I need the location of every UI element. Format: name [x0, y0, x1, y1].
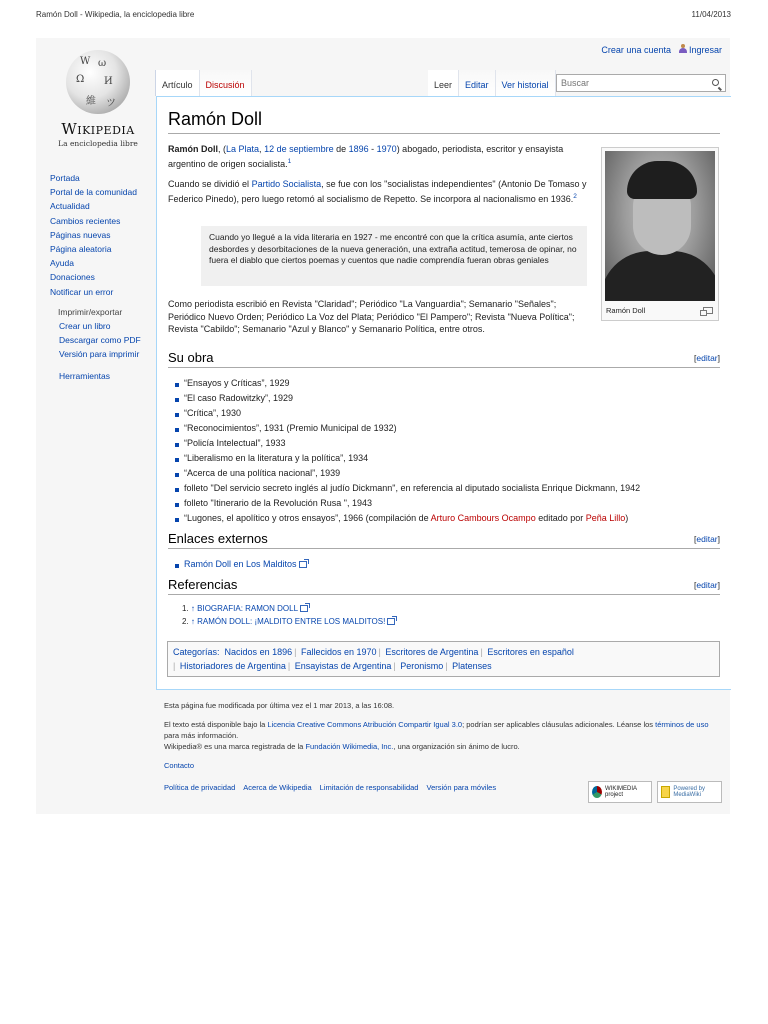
- login-group[interactable]: [679, 44, 722, 55]
- tab-leer[interactable]: Leer: [428, 70, 459, 96]
- socialism-paragraph: [168, 178, 588, 205]
- sidebar-tools-heading[interactable]: Herramientas: [59, 371, 111, 382]
- list-item: “Liberalismo en la literatura y la política”, 1934: [174, 451, 640, 466]
- text-fragment: ; podrían ser aplicables cláusulas adicionales. Léanse los: [462, 720, 656, 729]
- footer-license: [164, 720, 724, 741]
- list-item: folleto "Itinerario de la Revolución Rusa ", 1943: [174, 496, 640, 511]
- reference-backlink[interactable]: ↑: [190, 616, 195, 626]
- journalism-paragraph: Como periodista escribió en Revista "Claridad"; Periódico "La Vanguardia"; Semanario "Señales"; Periódico Nuevo Orden; Periódico La Voz del Plata; Periódico "El Pampero"; Revista "Nueva Política"; Revista "Cabildo"; Semanario "Azul y Blanco" y Semanario Política, entre otros.: [168, 299, 575, 334]
- footer-last-modified: Esta página fue modificada por última vez el 1 mar 2013, a las 16:08.: [164, 701, 395, 710]
- sidebar-navigation: [50, 171, 155, 299]
- text-fragment: de: [333, 144, 349, 154]
- references-list: [182, 603, 395, 628]
- print-header-title: Ramón Doll - Wikipedia, la enciclopedia libre: [36, 10, 195, 19]
- contact-link[interactable]: Contacto: [164, 761, 195, 770]
- tab-ver-historial[interactable]: Ver historial: [496, 70, 556, 96]
- list-item: [174, 511, 640, 526]
- infobox-caption: Ramón Doll: [606, 306, 646, 315]
- text-fragment: editado por: [535, 513, 586, 523]
- text-fragment: ,: [259, 144, 265, 154]
- text-fragment: , se fue con los "socialistas independientes" (Antonio De Tomaso y Federico Pinedo), pero luego retomó al socialismo de Repetto. Se incorpora al nacionalismo en 1936.: [168, 179, 587, 204]
- categories-label[interactable]: Categorías:: [173, 647, 220, 657]
- puzzle-globe-icon: W ω Ω И 維 ツ: [66, 50, 130, 114]
- edit-section: [editar]: [693, 534, 720, 544]
- works-list: [174, 376, 640, 526]
- sidebar-item-donaciones[interactable]: Donaciones: [50, 272, 95, 283]
- text-fragment: para más información.: [164, 730, 239, 740]
- sidebar-print-portlet: [50, 319, 155, 362]
- list-item: “Policía Intelectual”, 1933: [174, 436, 640, 451]
- tab-editar[interactable]: Editar: [459, 70, 496, 96]
- link-12-septiembre[interactable]: 12 de septiembre: [264, 144, 334, 154]
- login-link[interactable]: Ingresar: [688, 45, 722, 55]
- mediawiki-icon: [661, 786, 670, 798]
- link-la-plata[interactable]: La Plata: [226, 144, 260, 154]
- external-links-list: [174, 557, 307, 572]
- sidebar-item-crear-libro[interactable]: Crear un libro: [59, 320, 111, 331]
- sidebar-item-descargar-pdf[interactable]: Descargar como PDF: [59, 335, 141, 346]
- wikimedia-icon: [592, 786, 602, 798]
- section-title: Referencias: [168, 577, 238, 592]
- user-icon: [679, 44, 687, 53]
- category-link[interactable]: Fallecidos en 1970: [300, 647, 377, 657]
- view-tabs: [428, 70, 556, 96]
- text-fragment: -: [368, 144, 377, 154]
- infobox: [601, 147, 719, 321]
- mediawiki-badge[interactable]: [657, 781, 722, 803]
- category-link[interactable]: Escritores de Argentina: [385, 647, 479, 657]
- reference-link[interactable]: BIOGRAFIA: RAMON DOLL: [197, 604, 299, 613]
- reference-2-link[interactable]: 2: [573, 192, 577, 200]
- list-item: “Reconocimientos”, 1931 (Premio Municipal de 1932): [174, 421, 640, 436]
- reference-number: 2.: [182, 616, 189, 626]
- terms-link[interactable]: términos de uso: [655, 720, 709, 729]
- wikipedia-wordmark: Wikipedia: [61, 120, 135, 138]
- link-1970[interactable]: 1970: [376, 144, 397, 154]
- magnify-icon[interactable]: [703, 307, 713, 314]
- category-links: [167, 641, 720, 677]
- sidebar-print-heading[interactable]: Imprimir/exportar: [58, 306, 123, 317]
- category-link[interactable]: Ensayistas de Argentina: [294, 661, 392, 671]
- category-row: Categorías: Nacidos en 1896 | Fallecidos en 1970 | Escritores de Argentina | Escritores en español: [173, 647, 574, 657]
- sidebar: [50, 171, 155, 384]
- tab-discusion[interactable]: Discusión: [200, 70, 252, 96]
- personal-tools: [601, 44, 722, 55]
- search-icon[interactable]: [712, 79, 719, 86]
- text-fragment: , (: [218, 144, 227, 154]
- text-fragment: , una organización sin ánimo de lucro.: [393, 742, 520, 751]
- list-item: “Acerca de una política nacional”, 1939: [174, 466, 640, 481]
- category-row: | Historiadores de Argentina | Ensayistas de Argentina | Peronismo | Platenses: [173, 661, 492, 671]
- badge-text: WIKIMEDIA project: [605, 786, 637, 798]
- create-account-link[interactable]: Crear una cuenta: [601, 44, 671, 55]
- edit-section-link[interactable]: editar: [696, 534, 718, 544]
- sidebar-item-portada[interactable]: Portada: [50, 173, 80, 183]
- category-link[interactable]: Escritores en español: [487, 647, 574, 657]
- page-title: Ramón Doll: [168, 109, 720, 134]
- text-fragment: “Lugones, el apolítico y otros ensayos”, 1966 (compilación de: [184, 513, 431, 523]
- category-link[interactable]: Historiadores de Argentina: [179, 661, 286, 671]
- portrait-image[interactable]: [605, 151, 715, 301]
- footer-contact: [164, 761, 724, 772]
- wikimedia-foundation-link[interactable]: Fundación Wikimedia, Inc.: [305, 742, 394, 751]
- reference-item: [182, 616, 395, 629]
- reference-backlink[interactable]: ↑: [190, 604, 195, 613]
- license-link[interactable]: Licencia Creative Commons Atribución Compartir Igual 3.0: [267, 720, 463, 729]
- reference-link[interactable]: RAMÓN DOLL: ¡MALDITO ENTRE LOS MALDITOS!: [197, 616, 386, 626]
- intro-paragraph: [168, 143, 588, 170]
- sidebar-item-actualidad[interactable]: Actualidad: [50, 201, 90, 212]
- link-partido-socialista[interactable]: Partido Socialista: [251, 179, 322, 189]
- reference-1-link[interactable]: 1: [287, 157, 292, 165]
- subject-name: Ramón Doll: [168, 144, 219, 154]
- text-fragment: El texto está disponible bajo la: [164, 720, 268, 729]
- sidebar-item-cambios-recientes[interactable]: Cambios recientes: [50, 215, 121, 226]
- sidebar-item-version-imprimir[interactable]: Versión para imprimir: [59, 349, 140, 360]
- external-link-icon: [299, 561, 307, 568]
- category-link[interactable]: Platenses: [452, 661, 492, 671]
- category-link[interactable]: Nacidos en 1896: [224, 647, 293, 657]
- badge-text: Powered by MediaWiki: [673, 786, 706, 798]
- search-box: [556, 74, 726, 92]
- sidebar-item-notificar-error[interactable]: Notificar un error: [50, 286, 114, 297]
- edit-section-link[interactable]: editar: [696, 580, 718, 590]
- link-pena-lillo[interactable]: Peña Lillo: [585, 513, 626, 523]
- section-su-obra: [168, 350, 720, 368]
- reference-number: 1.: [182, 604, 189, 613]
- section-referencias: [168, 577, 720, 595]
- print-header-date: 11/04/2013: [691, 10, 731, 19]
- footer-trademark: [164, 742, 724, 753]
- sidebar-item-paginas-nuevas[interactable]: Páginas nuevas: [50, 229, 111, 240]
- external-link-los-malditos[interactable]: Ramón Doll en Los Malditos: [184, 559, 297, 569]
- tab-articulo[interactable]: Artículo: [156, 70, 200, 96]
- namespace-tabs: [155, 70, 252, 96]
- footer-links: [164, 783, 496, 792]
- text-fragment: Cuando se dividió el: [168, 179, 252, 189]
- list-item: “El caso Radowitzky”, 1929: [174, 391, 640, 406]
- search-input[interactable]: [557, 75, 707, 91]
- footer-link-limitacion[interactable]: Limitación de responsabilidad: [319, 783, 419, 792]
- list-item: “Crítica”, 1930: [174, 406, 640, 421]
- section-title: Su obra: [168, 350, 214, 365]
- list-item: folleto "Del servicio secreto inglés al judío Dickmann", en referencia al diputado socialista Enrique Dickmann, 1942: [174, 481, 640, 496]
- external-link-icon: [387, 618, 395, 625]
- wikipedia-logo[interactable]: [50, 50, 146, 148]
- edit-section-link[interactable]: editar: [696, 353, 718, 363]
- link-1896[interactable]: 1896: [348, 144, 369, 154]
- sidebar-item-portal-comunidad[interactable]: Portal de la comunidad: [50, 187, 137, 198]
- footer-link-acerca[interactable]: Acerca de Wikipedia: [243, 783, 312, 792]
- sidebar-item-pagina-aleatoria[interactable]: Página aleatoria: [50, 244, 112, 255]
- text-fragment: ): [625, 513, 629, 523]
- section-enlaces-externos: [168, 531, 720, 549]
- list-item: [174, 557, 307, 572]
- quote-block: Cuando yo llegué a la vida literaria en 1927 - me encontré con que la crítica asumía, ante ciertos desbordes y desorbitaciones de la nueva generación, una extraña actitud, temerosa de opinar, no fuera el diablo que ciertos poemas y cuentos que nadie comprendía fueran obras geniales: [201, 226, 587, 286]
- footer-link-movil[interactable]: Versión para móviles: [426, 783, 497, 792]
- section-title: Enlaces externos: [168, 531, 268, 546]
- wikimedia-badge[interactable]: [588, 781, 652, 803]
- reference-item: [182, 603, 395, 616]
- edit-section: [editar]: [693, 353, 720, 363]
- wikipedia-tagline: La enciclopedia libre: [58, 139, 138, 148]
- sidebar-item-ayuda[interactable]: Ayuda: [50, 258, 74, 269]
- link-arturo-cambours-ocampo[interactable]: Arturo Cambours Ocampo: [430, 513, 536, 523]
- list-item: “Ensayos y Críticas”, 1929: [174, 376, 640, 391]
- category-link[interactable]: Peronismo: [400, 661, 444, 671]
- edit-section: [editar]: [693, 580, 720, 590]
- text-fragment: ) abogado, periodista, escritor y ensayista argentino de origen socialista.: [168, 144, 564, 169]
- text-fragment: Wikipedia® es una marca registrada de la: [164, 742, 306, 751]
- external-link-icon: [300, 605, 308, 612]
- footer-link-privacidad[interactable]: Política de privacidad: [164, 783, 236, 792]
